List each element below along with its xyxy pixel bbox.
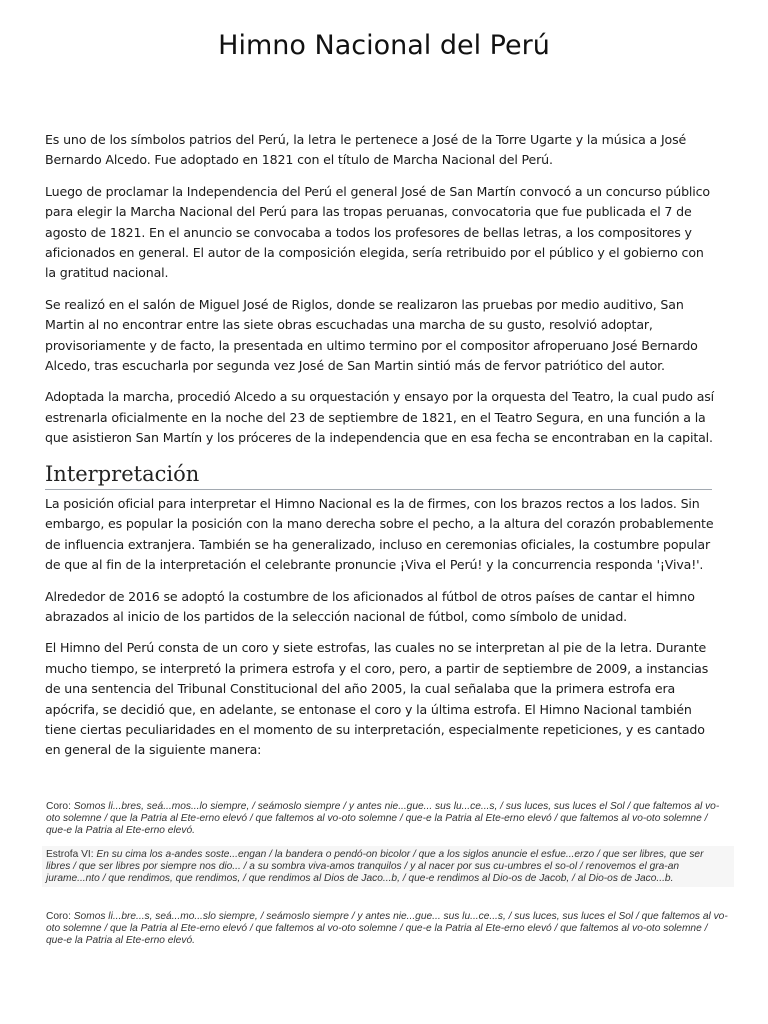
verse-coro-1 [42, 798, 734, 839]
intro-paragraph-3: Se realizó en el salón de Miguel José de Riglos, donde se realizaron las pruebas por medio auditivo, San Martin al no encontrar entre las siete obras escuchadas una marcha de su gusto, resolvió adoptar, provisoriamente y de facto, la presentada en ultimo termino por el compositor afroperuano José Bernardo Alcedo, tras escucharla por segunda vez José de San Martin sintió más de fervor patriótico del autor. [45, 296, 698, 374]
verse-coro-2 [42, 908, 734, 949]
intro-paragraph-1: Es uno de los símbolos patrios del Perú, la letra le pertenece a José de la Torre Ugarte y la música a José Bernardo Alcedo. Fue adoptado en 1821 con el título de Marcha Nacional del Perú. [45, 132, 687, 168]
section-heading-interpretacion: Interpretación [45, 462, 712, 490]
interpretation-section [45, 494, 717, 772]
verse-text: En su cima los a-andes soste...engan / la bandera o pendó-on bicolor / que a los siglos anuncie el esfue...erzo / que ser libres, que ser libres / que ser libres por siempre nos dio... / a su sombra viva-amos tranquilos / y al nacer por sus cu-umbres el so-ol / renovemos el gra-an jurame...nto / que rendimos, que rendimos, / que rendimos al Dios de Jaco...b, / que-e rendimos al Dio-os de Jacob, / al Dio-os de Jaco...b. [46, 849, 704, 884]
section-paragraph-2: Alrededor de 2016 se adoptó la costumbre de los aficionados al fútbol de otros países de cantar el himno abrazados al inicio de los partidos de la selección nacional de fútbol, como símbolo de unidad. [45, 588, 695, 625]
section-paragraph-3: El Himno del Perú consta de un coro y siete estrofas, las cuales no se interpretan al pie de la letra. Durante mucho tiempo, se interpretó la primera estrofa y el coro, pero, a partir de septiembre de 2009, a instancias de una sentencia del Tribunal Constitucional del año 2005, la cual señalaba que la primera estrofa era apócrifa, se decidió que, en adelante, se entonase el coro y la última estrofa. El Himno Nacional también tiene ciertas peculiaridades en el momento de su interpretación, especialmente repeticiones, y es cantado en general de la siguiente manera: [45, 640, 709, 758]
section-paragraph-1: La posición oficial para interpretar el Himno Nacional es la de firmes, con los brazos rectos a los lados. Sin embargo, es popular la posición con la mano derecha sobre el pecho, a la altura del corazón probablemente de influencia extranjera. También se ha generalizado, incluso en ceremonias oficiales, la costumbre popular de que al fin de la interpretación el celebrante pronuncie ¡Viva el Perú! y la concurrencia responda '¡Viva!'. [45, 496, 714, 573]
intro-paragraph-2: Luego de proclamar la Independencia del Perú el general José de San Martín convocó a un concurso público para elegir la Marcha Nacional del Perú para las tropas peruanas, convocatoria que fue publicada el 7 de agosto de 1821. En el anuncio se convocaba a todos los profesores de bellas letras, a los compositores y aficionados en general. El autor de la composición elegida, sería retribuido por el público y el gobierno con la gratitud nacional. [45, 183, 710, 281]
verse-text: Somos li...bres, seá...mos...lo siempre, / seámoslo siempre / y antes nie...gue... sus lu...ce...s, / sus luces, sus luces el Sol / que faltemos al vo-oto solemne / que la Patria al Ete-erno elevó / que faltemos al vo-oto solemne / que-e la Patria al Ete-erno elevó / que faltemos al vo-oto solemne / que-e la Patria al Ete-erno elevó. [46, 801, 720, 836]
intro-section [45, 130, 717, 460]
intro-paragraph-4: Adoptada la marcha, procedió Alcedo a su orquestación y ensayo por la orquesta del Teatro, la cual pudo así estrenarla oficialmente en la noche del 23 de septiembre de 1821, en el Teatro Segura, en una función a la que asistieron San Martín y los próceres de la independencia que en esa fecha se encontraban en la capital. [45, 389, 715, 446]
verse-label: Estrofa VI: [46, 849, 94, 860]
verse-text: Somos li...bre...s, seá...mo...slo siempre, / seámoslo siempre / y antes nie...gue... sus lu...ce...s, / sus luces, sus luces el Sol / que faltemos al vo-oto solemne / que la Patria al Ete-erno elevó / que faltemos al vo-oto solemne / que-e la Patria al Ete-erno elevó / que faltemos al vo-oto solemne / que-e la Patria al Ete-erno elevó. [46, 911, 728, 946]
verse-estrofa-vi [42, 846, 734, 887]
page-title: Himno Nacional del Perú [218, 30, 550, 61]
verse-label: Coro: [46, 911, 71, 922]
verse-label: Coro: [46, 801, 71, 812]
